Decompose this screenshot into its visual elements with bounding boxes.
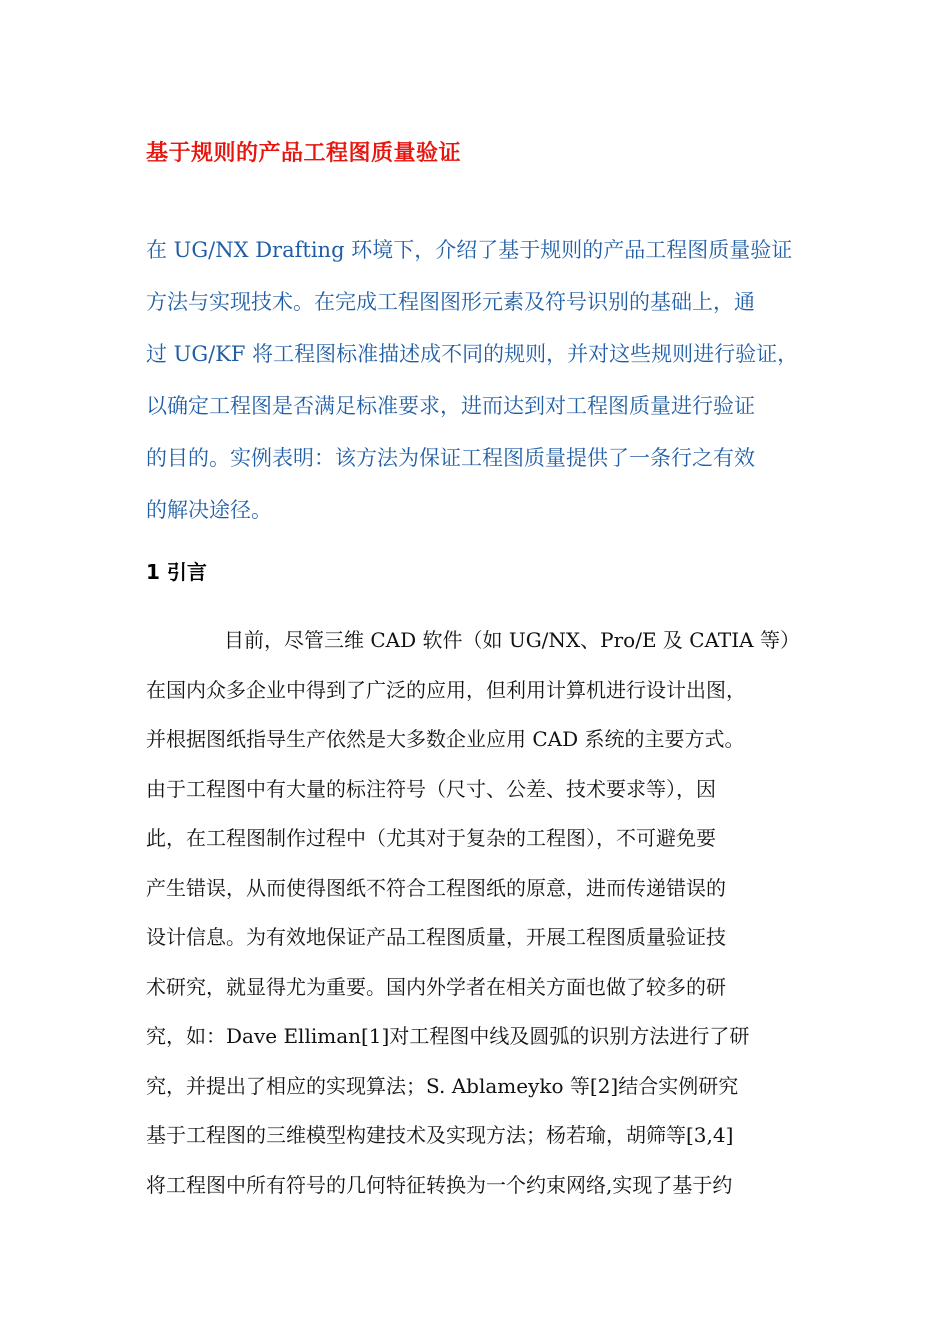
abstract-line: 的解决途径。 [146, 498, 272, 522]
body-line: 目前，尽管三维 CAD 软件（如 UG/NX、Pro/E 及 CATIA 等） [224, 628, 800, 652]
body-line: 并根据图纸指导生产依然是大多数企业应用 CAD 系统的主要方式。 [146, 727, 745, 751]
body-line: 在国内众多企业中得到了广泛的应用，但利用计算机进行设计出图， [146, 677, 746, 702]
section-heading: 1 引言 [146, 560, 207, 584]
abstract-line: 以确定工程图是否满足标准要求，进而达到对工程图质量进行验证 [146, 394, 755, 418]
body-line: 将工程图中所有符号的几何特征转换为一个约束网络,实现了基于约 [146, 1172, 733, 1197]
body-paragraph [146, 620, 816, 1214]
body-line: 究，如：Dave Elliman[1]对工程图中线及圆弧的识别方法进行了研 [146, 1024, 750, 1048]
body-line: 基于工程图的三维模型构建技术及实现方法；杨若瑜，胡筛等[3,4] [146, 1123, 734, 1147]
abstract-line: 方法与实现技术。在完成工程图图形元素及符号识别的基础上，通 [146, 290, 755, 314]
body-line: 设计信息。为有效地保证产品工程图质量，开展工程图质量验证技 [146, 925, 726, 949]
body-line: 产生错误，从而使得图纸不符合工程图纸的原意，进而传递错误的 [146, 875, 726, 900]
body-line: 此，在工程图制作过程中（尤其对于复杂的工程图），不可避免要 [146, 826, 716, 850]
body-line: 究，并提出了相应的实现算法；S. Ablameyko 等[2]结合实例研究 [146, 1073, 739, 1098]
abstract-line: 的目的。实例表明：该方法为保证工程图质量提供了一条行之有效 [146, 446, 755, 470]
document-title: 基于规则的产品工程图质量验证 [146, 141, 462, 166]
abstract-line: 在 UG/NX Drafting 环境下，介绍了基于规则的产品工程图质量验证 [146, 238, 793, 262]
body-line: 由于工程图中有大量的标注符号（尺寸、公差、技术要求等），因 [146, 776, 716, 801]
body-line: 术研究，就显得尤为重要。国内外学者在相关方面也做了较多的研 [146, 974, 726, 999]
abstract-block [146, 230, 816, 542]
abstract-line: 过 UG/KF 将工程图标准描述成不同的规则，并对这些规则进行验证， [146, 342, 799, 366]
